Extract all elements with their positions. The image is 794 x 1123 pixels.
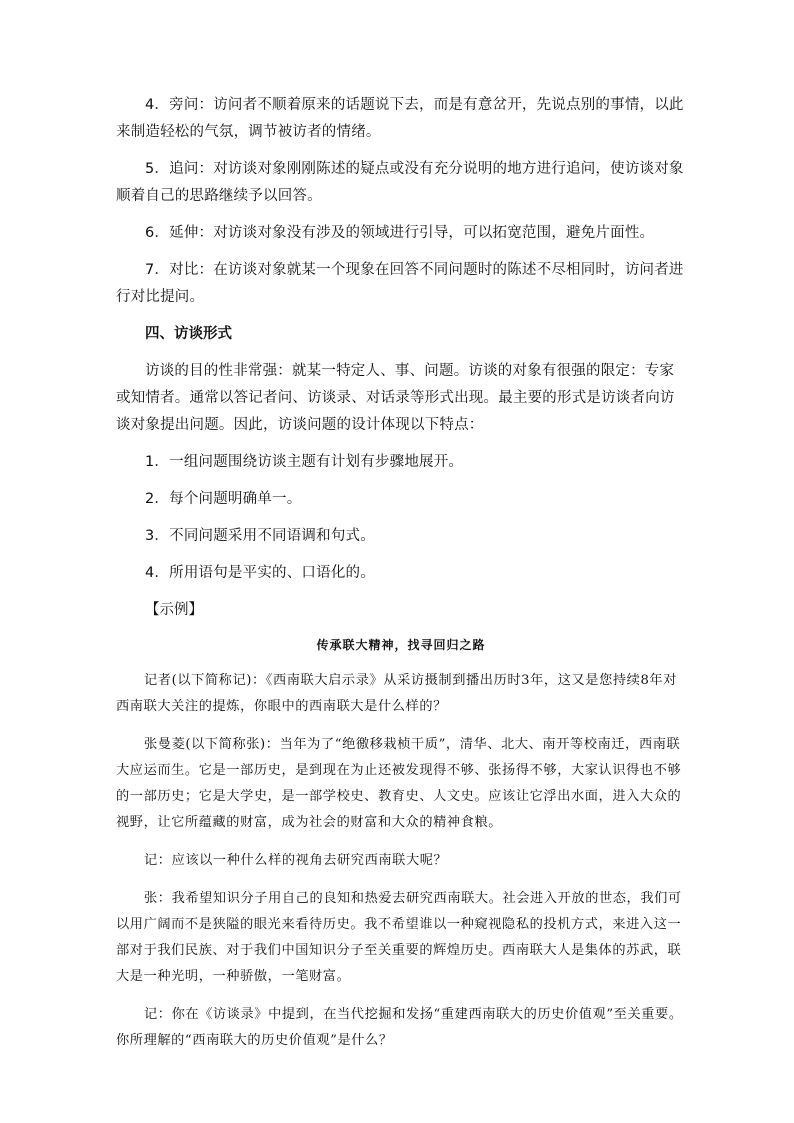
section-heading-interview-form: 四、访谈形式: [145, 326, 232, 342]
feature-item: 4．所用语句是平实的、口语化的。: [145, 565, 375, 581]
interview-question: 记：你在《访谈录》中提到，在当代挖掘和发扬“重建西南联大的历史价值观”至关重要。你所理解的“西南联大的历史价值观”是什么？: [116, 1007, 683, 1048]
example-tag: 【示例】: [145, 602, 203, 618]
interview-answer: 张曼菱(以下简称张)：当年为了“绝徼移栽桢干质”，清华、北大、南开等校南迁，西南联大应运而生。它是一部历史，是到现在为止还被发现得不够、张扬得不够，大家认识得也不够的一部历史；它是大学史，是一部学校史、教育史、人文史。应该让它浮出水面，进入大众的视野，让它所蕴藏的财富，成为社会的财富和大众的精神食粮。: [116, 737, 682, 830]
feature-item: 3．不同问题采用不同语调和句式。: [145, 528, 375, 544]
method-item-sideways-question: 4．旁问：访问者不顺着原来的话题说下去，而是有意岔开，先说点别的事情，以此来制造轻松的气氛，调节被访者的情绪。: [116, 97, 684, 140]
method-item-follow-up-question: 5．追问：对访谈对象刚刚陈述的疑点或没有充分说明的地方进行追问，使访谈对象顺着自己的思路继续予以回答。: [116, 161, 684, 204]
interview-question: 记者(以下简称记)：《西南联大启示录》从采访摄制到播出历时3年，这又是您持续8年对西南联大关注的提炼，你眼中的西南联大是什么样的？: [116, 673, 678, 714]
method-item-comparison: 7．对比：在访谈对象就某一个现象在回答不同问题时的陈述不尽相同时，访问者进行对比提问。: [116, 262, 684, 305]
feature-item: 1．一组问题围绕访谈主题有计划有步骤地展开。: [145, 454, 464, 470]
document-body: [116, 92, 686, 1066]
feature-item: 2．每个问题明确单一。: [145, 491, 302, 507]
interview-answer: 张：我希望知识分子用自己的良知和热爱去研究西南联大。社会进入开放的世态，我们可以用广阔而不是狭隘的眼光来看待历史。我不希望谁以一种窥视隐私的投机方式，来进入这一部对于我们民族、对于我们中国知识分子至关重要的辉煌历史。西南联大人是集体的苏武，联大是一种光明，一种骄傲，一笔财富。: [116, 891, 682, 984]
method-item-extension: 6．延伸：对访谈对象没有涉及的领域进行引导，可以拓宽范围，避免片面性。: [145, 225, 655, 241]
example-article-title: 传承联大精神，找寻回归之路: [316, 638, 486, 652]
interview-question: 记：应该以一种什么样的视角去研究西南联大呢？: [144, 853, 448, 868]
section-intro-paragraph: 访谈的目的性非常强：就某一特定人、事、问题。访谈的对象有很强的限定：专家或知情者。通常以答记者问、访谈录、对话录等形式出现。最主要的形式是访谈者向访谈对象提出问题。因此，访谈问题的设计体现以下特点：: [116, 363, 675, 433]
